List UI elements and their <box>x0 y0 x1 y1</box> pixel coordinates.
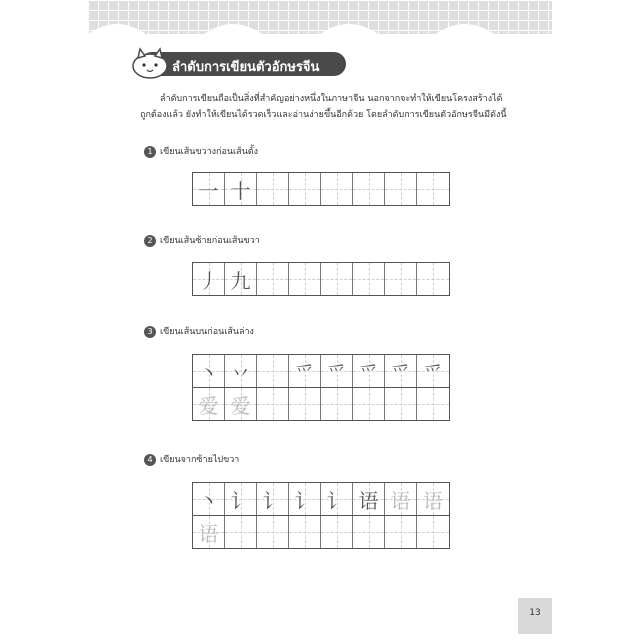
practice-cell: 丶 <box>193 355 225 387</box>
practice-row <box>192 482 450 516</box>
practice-cell <box>417 388 449 420</box>
practice-cell <box>385 263 417 295</box>
practice-cell: 一 <box>193 173 225 205</box>
practice-cell <box>225 516 257 548</box>
step-number-badge: 4 <box>144 454 156 466</box>
practice-cell: 语 <box>193 516 225 548</box>
practice-cell: 十 <box>225 173 257 205</box>
practice-cell <box>417 516 449 548</box>
practice-cell <box>289 388 321 420</box>
practice-cell <box>321 173 353 205</box>
practice-cell: 讠 <box>225 483 257 515</box>
practice-cell: 爫 <box>417 355 449 387</box>
practice-cell: 爱 <box>225 388 257 420</box>
practice-row <box>192 262 450 296</box>
step-number-badge: 3 <box>144 326 156 338</box>
intro-line-1: ลำดับการเขียนถือเป็นสิ่งที่สำคัญอย่างหนึ่งในภาษาจีน นอกจากจะทำให้เขียนโครงสร้างได้ <box>160 94 503 104</box>
step-3-heading <box>144 324 254 338</box>
practice-cell <box>385 388 417 420</box>
practice-cell: 语 <box>417 483 449 515</box>
practice-cell: 语 <box>353 483 385 515</box>
practice-cell: 爱 <box>193 388 225 420</box>
step-number-badge: 2 <box>144 235 156 247</box>
practice-cell <box>417 173 449 205</box>
practice-cell <box>257 388 289 420</box>
practice-cell <box>321 263 353 295</box>
step-number-badge: 1 <box>144 146 156 158</box>
step-label: เขียนเส้นซ้ายก่อนเส้นขวา <box>160 236 260 246</box>
practice-cell: 丿 <box>193 263 225 295</box>
intro-line-2: ถูกต้องแล้ว ยังทำให้เขียนได้รวดเร็วและอ่านง่ายขึ้นอีกด้วย โดยลำดับการเขียนตัวอักษรจีนมีดังนี้ <box>140 110 507 120</box>
practice-cell: 讠 <box>321 483 353 515</box>
page-title: ลำดับการเขียนตัวอักษรจีน <box>172 60 320 75</box>
practice-cell <box>257 173 289 205</box>
practice-cell: 语 <box>385 483 417 515</box>
practice-cell <box>353 173 385 205</box>
practice-cell <box>353 388 385 420</box>
practice-cell <box>385 173 417 205</box>
practice-cell: 爫 <box>321 355 353 387</box>
practice-cell <box>257 516 289 548</box>
step-label: เขียนจากซ้ายไปขวา <box>160 455 240 465</box>
cat-mascot-icon <box>130 46 170 80</box>
practice-cell <box>257 355 289 387</box>
practice-cell: 爫 <box>353 355 385 387</box>
practice-cell <box>257 263 289 295</box>
practice-cell <box>353 263 385 295</box>
step-2-heading <box>144 233 260 247</box>
practice-cell: 讠 <box>289 483 321 515</box>
practice-cell <box>353 516 385 548</box>
practice-cell: 爫 <box>385 355 417 387</box>
practice-cell <box>417 263 449 295</box>
practice-cell <box>289 263 321 295</box>
practice-row <box>192 388 450 421</box>
practice-cell: 丷 <box>225 355 257 387</box>
practice-cell: 讠 <box>257 483 289 515</box>
step-label: เขียนเส้นขวางก่อนเส้นตั้ง <box>160 147 258 157</box>
practice-cell <box>289 173 321 205</box>
practice-cell: 九 <box>225 263 257 295</box>
practice-cell <box>385 516 417 548</box>
practice-cell <box>289 516 321 548</box>
step-label: เขียนเส้นบนก่อนเส้นล่าง <box>160 327 254 337</box>
practice-cell <box>321 516 353 548</box>
practice-cell <box>321 388 353 420</box>
practice-row <box>192 354 450 388</box>
practice-row <box>192 172 450 206</box>
practice-cell: 丶 <box>193 483 225 515</box>
practice-row <box>192 516 450 549</box>
step-4-heading <box>144 452 239 466</box>
step-1-heading <box>144 144 258 158</box>
page-number: 13 <box>518 598 552 634</box>
practice-cell: 爫 <box>289 355 321 387</box>
